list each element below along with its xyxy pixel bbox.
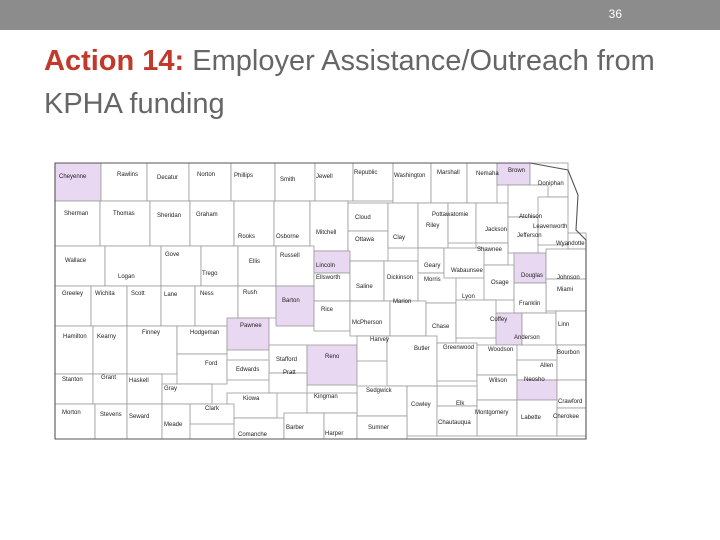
county-jewell xyxy=(315,163,353,201)
county-label-pratt: Pratt xyxy=(283,370,296,376)
county-norton xyxy=(189,163,231,201)
county-label-rush: Rush xyxy=(243,290,258,296)
county-ottawa xyxy=(348,231,388,261)
county-label-rooks: Rooks xyxy=(238,234,256,240)
county-geary xyxy=(418,248,444,273)
county-label-norton: Norton xyxy=(197,172,216,178)
county-montgomery xyxy=(477,400,517,436)
county-label-doniphan: Doniphan xyxy=(538,181,564,187)
county-label-ellis: Ellis xyxy=(249,259,261,265)
county-label-wabaunsee: Wabaunsee xyxy=(451,268,483,274)
county-label-seward: Seward xyxy=(129,414,150,420)
county-label-comanche: Comanche xyxy=(238,432,268,438)
county-label-sumner: Sumner xyxy=(368,425,390,431)
county-phillips xyxy=(231,163,275,201)
county-label-cherokee: Cherokee xyxy=(553,414,580,420)
county-pratt xyxy=(269,373,307,393)
county-label-harvey: Harvey xyxy=(370,337,390,343)
county-label-reno: Reno xyxy=(325,354,340,360)
county-label-pottawatomie: Pottawatomie xyxy=(432,212,469,218)
county-label-barber: Barber xyxy=(286,425,305,431)
county-label-thomas: Thomas xyxy=(113,211,135,217)
county-cowley xyxy=(407,386,437,436)
county-butler xyxy=(387,336,437,386)
county-label-ford: Ford xyxy=(205,361,218,367)
county-label-lyon: Lyon xyxy=(462,294,475,300)
county-label-crawford: Crawford xyxy=(558,399,583,405)
county-nemaha xyxy=(467,163,497,203)
county-label-wallace: Wallace xyxy=(65,258,87,264)
county-label-morton: Morton xyxy=(62,410,81,416)
county-label-saline: Saline xyxy=(356,284,373,290)
county-label-osborne: Osborne xyxy=(276,234,300,240)
county-label-labette: Labette xyxy=(521,415,542,421)
county-label-chase: Chase xyxy=(432,324,450,330)
county-label-wyandotte: Wyandotte xyxy=(556,241,585,247)
county-label-rice: Rice xyxy=(321,307,334,313)
county-label-mcpherson: McPherson xyxy=(352,320,383,326)
slide-number: 36 xyxy=(608,7,622,21)
county-graham xyxy=(190,201,234,246)
county-label-chautauqua: Chautauqua xyxy=(438,420,471,426)
county-label-barton: Barton xyxy=(282,298,300,304)
county-label-marion: Marion xyxy=(393,299,412,305)
county-lincoln xyxy=(314,251,350,273)
county-thomas xyxy=(100,201,150,246)
county-label-finney: Finney xyxy=(142,330,161,336)
county-label-greeley: Greeley xyxy=(62,291,84,297)
county-sherman xyxy=(55,201,100,246)
county-brown xyxy=(497,163,530,185)
county-label-osage: Osage xyxy=(491,280,509,286)
county-label-bourbon: Bourbon xyxy=(557,350,580,356)
county-jackson xyxy=(476,203,508,243)
county-label-gove: Gove xyxy=(165,252,180,258)
county-linn xyxy=(556,311,586,345)
county-reno xyxy=(307,345,357,385)
county-logan xyxy=(105,246,161,286)
county-stevens xyxy=(95,404,127,439)
county-label-marshall: Marshall xyxy=(437,170,460,176)
county-label-washington: Washington xyxy=(394,173,426,179)
county-label-montgomery: Montgomery xyxy=(475,410,509,416)
county-seward xyxy=(127,404,162,439)
county-saline xyxy=(350,261,384,301)
county-label-decatur: Decatur xyxy=(157,175,179,181)
county-label-riley: Riley xyxy=(426,223,440,229)
county-rice xyxy=(314,301,350,331)
county-label-graham: Graham xyxy=(196,212,218,218)
county-marion xyxy=(390,301,426,336)
county-cheyenne xyxy=(55,163,101,201)
county-label-kingman: Kingman xyxy=(314,394,338,400)
county-label-smith: Smith xyxy=(280,177,296,183)
county-barton xyxy=(276,286,314,326)
county-leavenworth xyxy=(538,197,568,245)
county-cherokee xyxy=(557,408,586,436)
county-label-meade: Meade xyxy=(164,422,183,428)
county-republic xyxy=(353,163,393,201)
county-label-edwards: Edwards xyxy=(236,367,260,373)
county-label-republic: Republic xyxy=(354,170,378,176)
county-mitchell xyxy=(310,201,348,251)
county-label-mitchell: Mitchell xyxy=(316,230,337,236)
county-label-harper: Harper xyxy=(325,431,344,437)
county-label-coffey: Coffey xyxy=(490,317,508,323)
county-label-franklin: Franklin xyxy=(519,301,541,307)
county-label-dickinson: Dickinson xyxy=(387,275,414,281)
county-label-clay: Clay xyxy=(393,235,406,241)
county-label-wichita: Wichita xyxy=(95,291,115,297)
county-label-pawnee: Pawnee xyxy=(240,323,262,329)
county-label-scott: Scott xyxy=(131,291,145,297)
county-label-sedgwick: Sedgwick xyxy=(366,388,392,394)
county-label-geary: Geary xyxy=(424,263,441,269)
county-label-grant: Grant xyxy=(101,375,117,381)
county-franklin xyxy=(514,283,546,313)
county-sheridan xyxy=(150,201,190,246)
county-label-greenwood: Greenwood xyxy=(443,345,475,351)
county-label-nemaha: Nemaha xyxy=(476,171,499,177)
county-label-stanton: Stanton xyxy=(62,377,83,383)
title-rest: Employer Assistance/Outreach from KPHA funding xyxy=(44,45,655,120)
county-label-linn: Linn xyxy=(558,322,570,328)
county-label-stafford: Stafford xyxy=(276,357,297,363)
county-label-morris: Morris xyxy=(424,277,441,283)
county-wallace xyxy=(55,246,105,286)
county-label-cheyenne: Cheyenne xyxy=(59,174,87,180)
county-label-woodson: Woodson xyxy=(488,347,514,353)
county-miami xyxy=(546,279,586,311)
county-russell xyxy=(276,246,314,286)
county-label-allen: Allen xyxy=(540,363,554,369)
county-label-brown: Brown xyxy=(508,168,526,174)
county-label-hamilton: Hamilton xyxy=(63,334,87,340)
county-label-anderson: Anderson xyxy=(514,335,540,341)
county-label-kearny: Kearny xyxy=(97,334,117,340)
county-clay xyxy=(388,203,418,248)
county-label-sheridan: Sheridan xyxy=(157,213,182,219)
county-label-wilson: Wilson xyxy=(489,378,508,384)
county-label-phillips: Phillips xyxy=(234,173,254,179)
county-label-cloud: Cloud xyxy=(355,215,371,221)
county-neosho xyxy=(517,380,557,400)
county-label-jewell: Jewell xyxy=(316,174,333,180)
county-label-gray: Gray xyxy=(164,386,178,392)
county-label-miami: Miami xyxy=(557,287,573,293)
county-marshall xyxy=(431,163,467,203)
county-label-haskell: Haskell xyxy=(129,378,149,384)
county-ellis xyxy=(238,246,276,286)
county-label-lincoln: Lincoln xyxy=(316,263,336,269)
county-rawlins xyxy=(101,163,147,201)
county-label-ness: Ness xyxy=(200,291,214,297)
county-mcpherson xyxy=(350,301,390,336)
county-label-cowley: Cowley xyxy=(411,402,431,408)
county-label-stevens: Stevens xyxy=(100,412,122,418)
county-washington xyxy=(393,163,431,203)
county-label-ellsworth: Ellsworth xyxy=(316,275,341,281)
county-label-clark: Clark xyxy=(205,406,220,412)
county-label-trego: Trego xyxy=(202,271,218,277)
county-label-leavenworth: Leavenworth xyxy=(533,224,568,230)
county-label-hodgeman: Hodgeman xyxy=(190,330,220,336)
county-label-atchison: Atchison xyxy=(519,214,543,220)
county-label-butler: Butler xyxy=(414,346,430,352)
county-label-lane: Lane xyxy=(164,292,178,298)
county-label-shawnee: Shawnee xyxy=(477,247,503,253)
county-pottawatomie xyxy=(448,203,476,243)
county-dickinson xyxy=(384,261,418,301)
title-accent: Action 14: xyxy=(44,45,185,77)
county-trego xyxy=(201,246,238,286)
county-label-douglas: Douglas xyxy=(521,273,544,279)
county-label-jefferson: Jefferson xyxy=(517,233,542,239)
county-decatur xyxy=(147,163,189,201)
county-label-johnson: Johnson xyxy=(557,275,580,281)
county-label-kiowa: Kiowa xyxy=(243,396,260,402)
county-ford xyxy=(177,354,227,384)
county-label-ottawa: Ottawa xyxy=(355,237,375,243)
county-label-jackson: Jackson xyxy=(485,227,508,233)
county-label-sherman: Sherman xyxy=(64,211,89,217)
county-label-logan: Logan xyxy=(118,274,135,280)
county-label-elk: Elk xyxy=(456,401,465,407)
county-label-neosho: Neosho xyxy=(524,377,545,383)
county-label-russell: Russell xyxy=(280,253,300,259)
county-label-rawlins: Rawlins xyxy=(117,172,139,178)
